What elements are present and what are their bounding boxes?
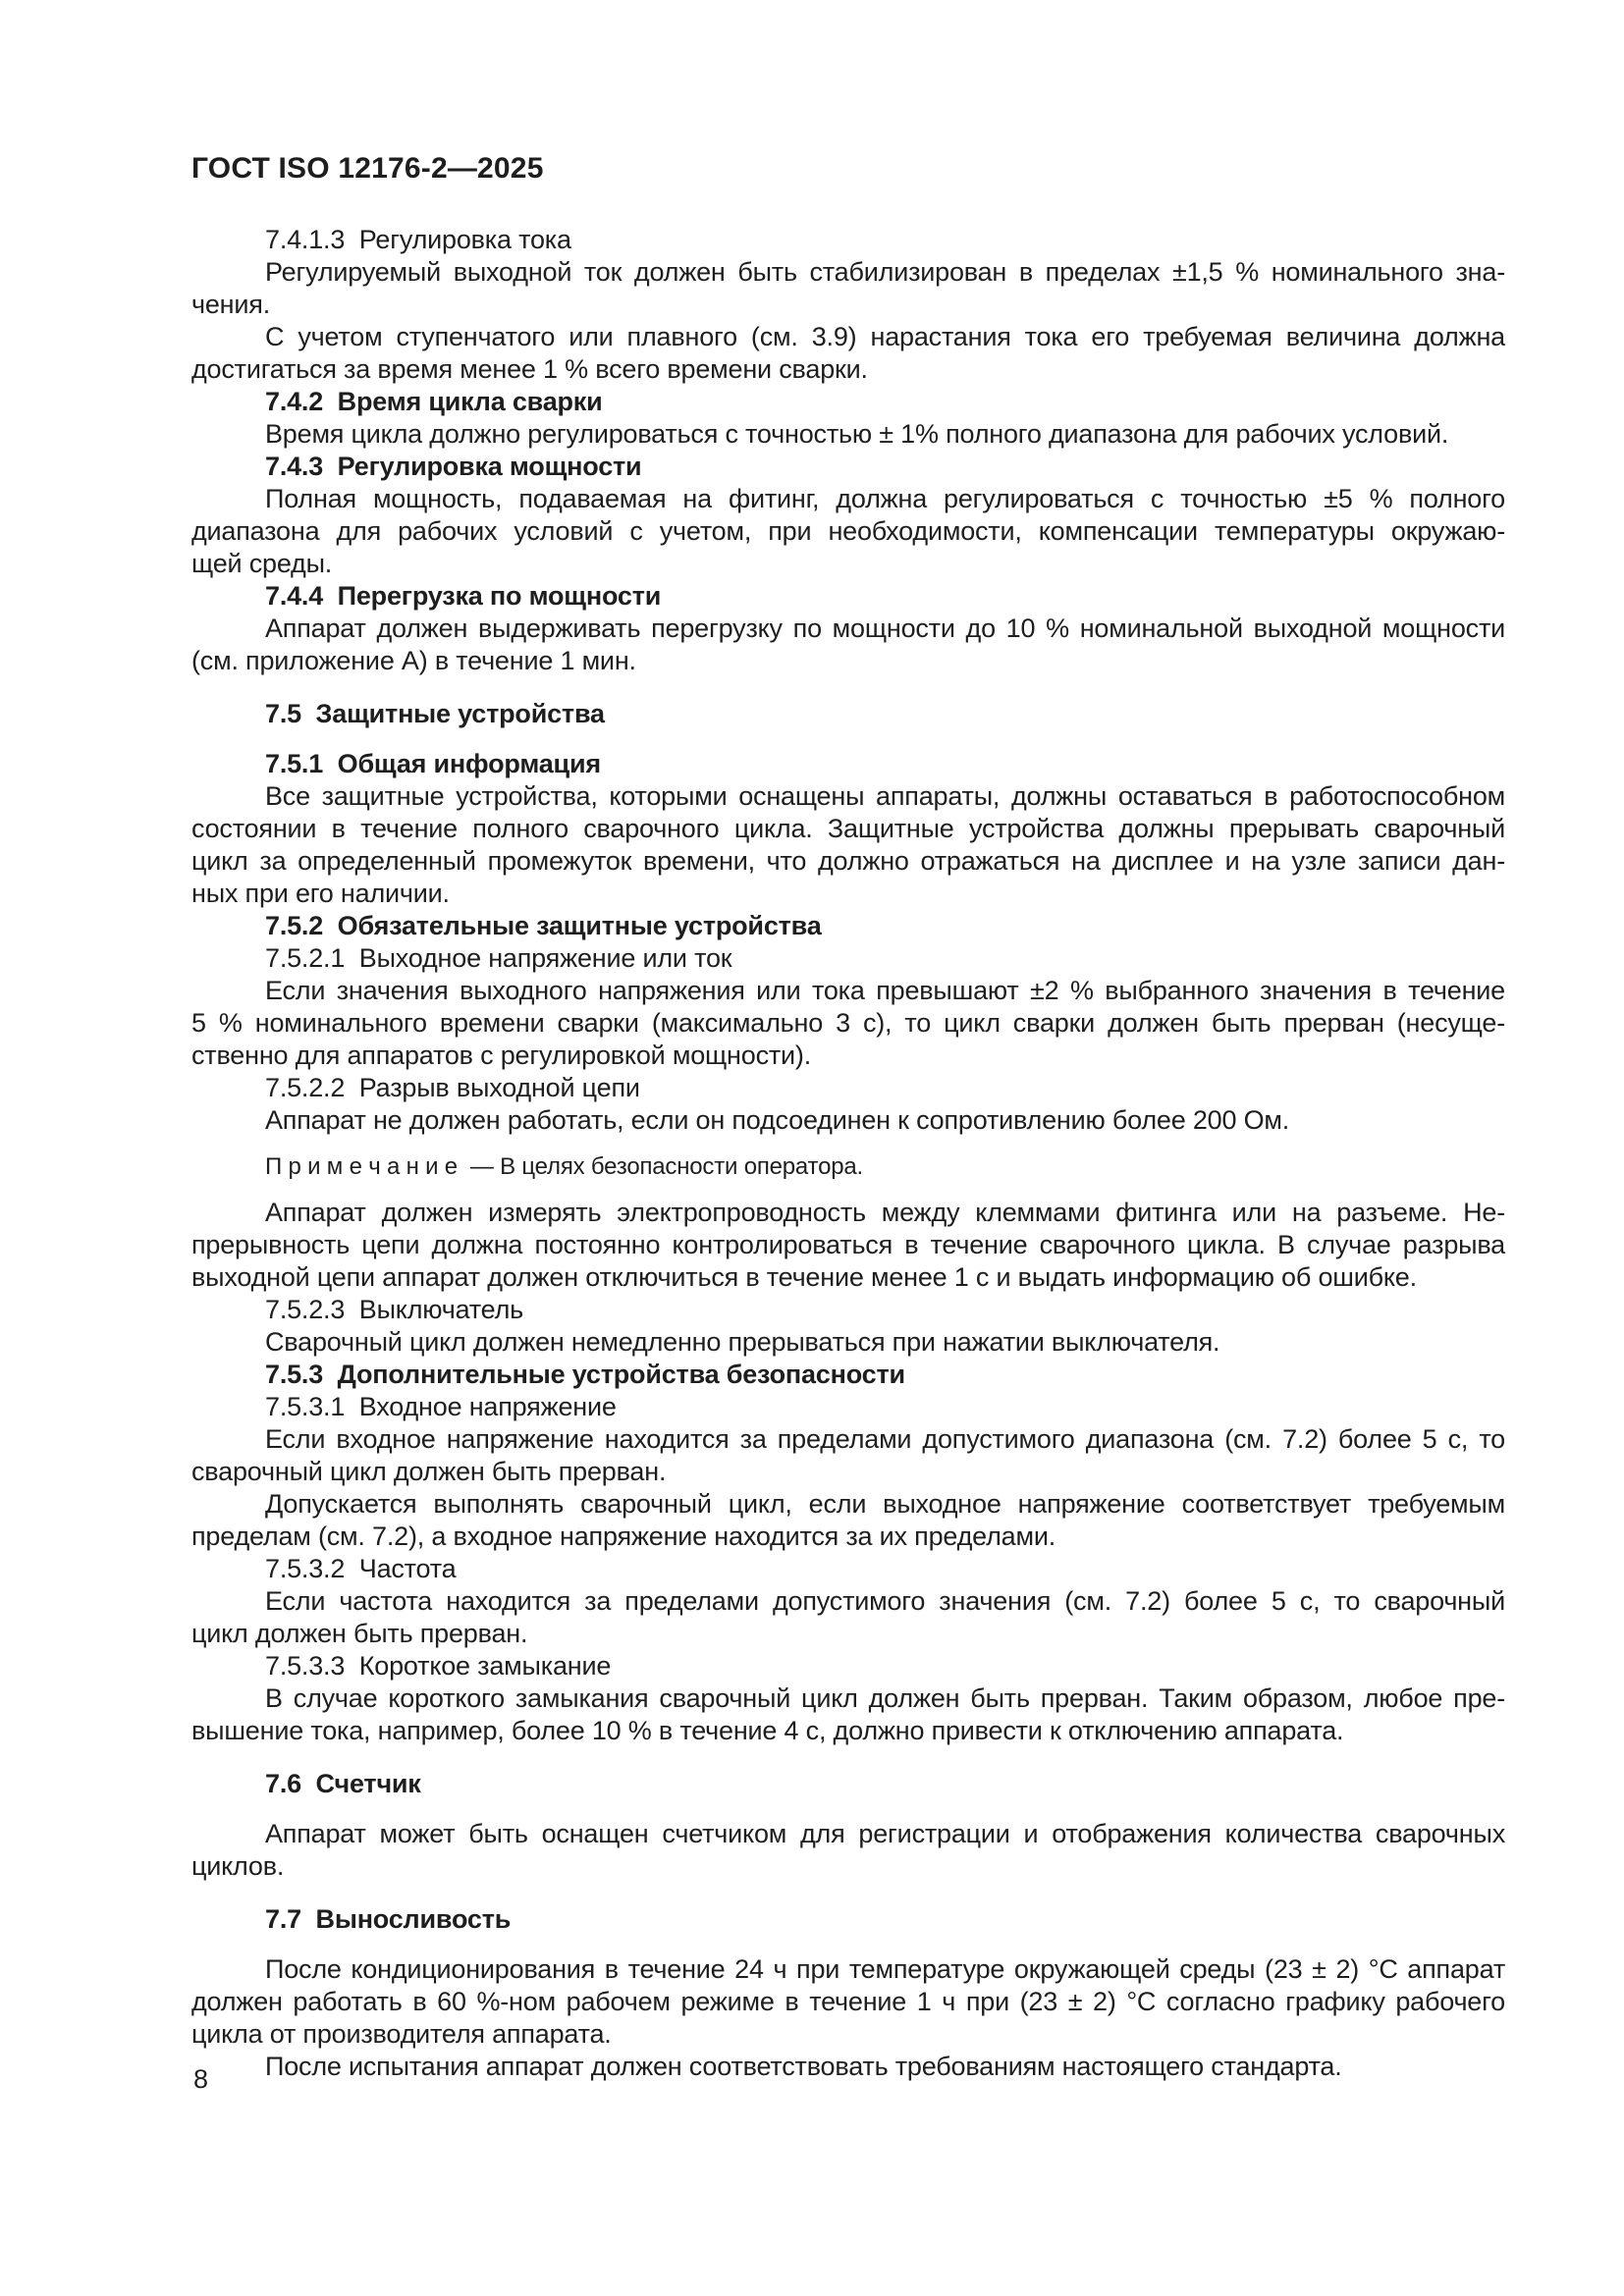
section-heading: 7.5.3.1 Входное напряжение <box>265 1392 617 1421</box>
paragraph-line: вышение тока, например, более 10 % в течение 4 с, должно привести к отключению аппарата. <box>191 1716 1344 1745</box>
paragraph-line: С учетом ступенчатого или плавного (см. 3.9) нарастания тока его требуемая величина должна <box>265 322 1505 351</box>
section-heading: 7.5.2.1 Выходное напряжение или ток <box>265 943 732 973</box>
paragraph-line: В случае короткого замыкания сварочный цикл должен быть прерван. Таким образом, любое пре- <box>265 1683 1505 1713</box>
paragraph-line: циклов. <box>191 1851 285 1881</box>
paragraph-line: Допускается выполнять сварочный цикл, если выходное напряжение соответствует требуемым <box>265 1489 1505 1519</box>
paragraph-line: чения. <box>191 290 270 319</box>
paragraph-line: достигаться за время менее 1 % всего времени сварки. <box>191 354 868 384</box>
paragraph-line: цикл должен быть прерван. <box>191 1619 528 1648</box>
paragraph-line: Если частота находится за пределами допустимого значения (см. 7.2) более 5 с, то сварочный <box>265 1586 1505 1616</box>
paragraph-line: цикла от производителя аппарата. <box>191 2019 612 2049</box>
section-heading: 7.6 Счетчик <box>265 1769 421 1798</box>
paragraph-line: выходной цепи аппарат должен отключиться в течение менее 1 с и выдать информацию об ошибке. <box>191 1262 1417 1292</box>
paragraph-line: Полная мощность, подаваемая на фитинг, должна регулироваться с точностью ±5 % полного <box>265 484 1505 513</box>
paragraph-line: Регулируемый выходной ток должен быть стабилизирован в пределах ±1,5 % номинального зна- <box>265 257 1505 287</box>
section-heading: 7.5.3.2 Частота <box>265 1554 457 1583</box>
paragraph-line: Сварочный цикл должен немедленно прерываться при нажатии выключателя. <box>265 1327 1220 1357</box>
section-heading: 7.5.2 Обязательные защитные устройства <box>265 911 822 940</box>
paragraph-line: Все защитные устройства, которыми оснащены аппараты, должны оставаться в работоспособном <box>265 781 1505 811</box>
section-heading: 7.4.4 Перегрузка по мощности <box>265 581 662 611</box>
paragraph-line: прерывность цепи должна постоянно контролироваться в течение сварочного цикла. В случае разрыва <box>191 1230 1505 1259</box>
paragraph-line: Если входное напряжение находится за пределами допустимого диапазона (см. 7.2) более 5 с, то <box>265 1424 1505 1454</box>
paragraph-line: Аппарат должен измерять электропроводность между клеммами фитинга или на разъеме. Не- <box>265 1198 1505 1227</box>
paragraph-line: Если значения выходного напряжения или тока превышают ±2 % выбранного значения в течение <box>265 976 1505 1005</box>
section-heading: 7.5.3 Дополнительные устройства безопасности <box>265 1360 905 1389</box>
section-heading: 7.4.3 Регулировка мощности <box>265 452 642 481</box>
paragraph-line: цикл за определенный промежуток времени, что должно отражаться на дисплее и на узле записи дан- <box>191 846 1505 876</box>
document-body <box>191 224 1505 2083</box>
paragraph-line: диапазона для рабочих условий с учетом, при необходимости, компенсации температуры окружаю- <box>191 516 1505 546</box>
section-heading: 7.5.2.2 Разрыв выходной цепи <box>265 1073 640 1102</box>
section-heading: 7.5.1 Общая информация <box>265 749 601 778</box>
section-heading: 7.4.1.3 Регулировка тока <box>265 225 571 254</box>
section-heading: 7.7 Выносливость <box>265 1904 512 1934</box>
paragraph-line: ственно для аппаратов с регулировкой мощности). <box>191 1041 812 1070</box>
section-heading: 7.5 Защитные устройства <box>265 699 605 728</box>
paragraph-line: (см. приложение А) в течение 1 мин. <box>191 646 636 675</box>
section-heading: 7.5.2.3 Выключатель <box>265 1295 524 1324</box>
paragraph-line: Время цикла должно регулироваться с точностью ± 1% полного диапазона для рабочих условий. <box>265 419 1449 449</box>
paragraph-line: Аппарат не должен работать, если он подсоединен к сопротивлению более 200 Ом. <box>265 1105 1290 1135</box>
paragraph-line: 5 % номинального времени сварки (максимально 3 с), то цикл сварки должен быть прерван (несуще- <box>191 1008 1505 1038</box>
paragraph-line: состоянии в течение полного сварочного цикла. Защитные устройства должны прерывать сварочный <box>191 814 1505 843</box>
paragraph-line: щей среды. <box>191 549 333 578</box>
paragraph-line: сварочный цикл должен быть прерван. <box>191 1457 667 1486</box>
page-number: 8 <box>193 2064 209 2094</box>
paragraph-line: должен работать в 60 %-ном рабочем режиме в течение 1 ч при (23 ± 2) °С согласно графику рабочего <box>191 1987 1505 2016</box>
paragraph-line: После испытания аппарат должен соответствовать требованиям настоящего стандарта. <box>265 2052 1342 2081</box>
paragraph-line: пределам (см. 7.2), а входное напряжение находится за их пределами. <box>191 1522 1056 1551</box>
document-header: ГОСТ ISO 12176-2—2025 <box>191 152 544 185</box>
note-line: П р и м е ч а н и е — В целях безопасности оператора. <box>265 1153 863 1180</box>
section-heading: 7.4.2 Время цикла сварки <box>265 387 603 416</box>
paragraph-line: После кондиционирования в течение 24 ч при температуре окружающей среды (23 ± 2) °С аппарат <box>265 1954 1505 1984</box>
paragraph-line: Аппарат должен выдерживать перегрузку по мощности до 10 % номинальной выходной мощности <box>265 614 1505 643</box>
paragraph-line: Аппарат может быть оснащен счетчиком для регистрации и отображения количества сварочных <box>265 1819 1505 1848</box>
paragraph-line: ных при его наличии. <box>191 879 450 908</box>
section-heading: 7.5.3.3 Короткое замыкание <box>265 1651 612 1681</box>
